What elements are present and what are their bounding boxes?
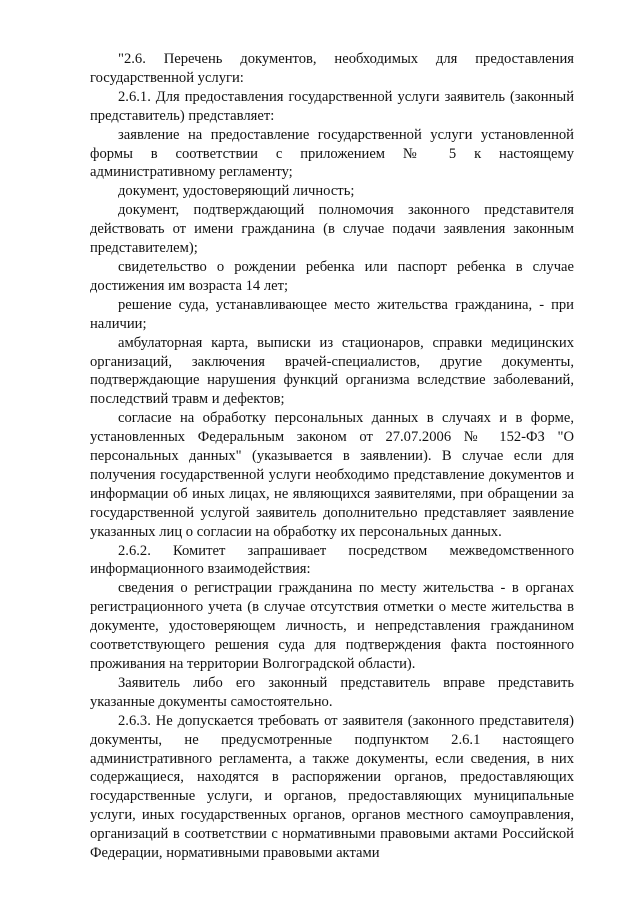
paragraph-2-6-1: 2.6.1. Для предоставления государственной услуги заявитель (законный представитель) представляет: xyxy=(90,88,574,124)
paragraph-2-6-heading: "2.6. Перечень документов, необходимых для предоставления государственной услуги: xyxy=(90,51,574,86)
paragraph-registration-info: сведения о регистрации гражданина по месту жительства - в органах регистрационного учета (в случае отсутствия отметки о месте жительства в документе, удостоверяющем личность, и непредставления гражданином соответствующего решения суда для подтверждения факта постоянного проживания на территории Волгоградской области). xyxy=(90,580,574,672)
paragraph-representative-authority: документ, подтверждающий полномочия законного представителя действовать от имени гражданина (в случае подачи заявления законным представителем); xyxy=(90,202,574,257)
paragraph-personal-data-consent: согласие на обработку персональных данных в случаях и в форме, установленных Федеральным законом от 27.07.2006 № 152-ФЗ "О персональных данных" (указывается в заявлении). В случае если для получения государственной услуги необходимо представление документов и информации об иных лицах, не являющихся заявителями, при обращении за государственной услугой заявитель дополнительно представляет заявление указанных лиц о согласии на обработку их персональных данных. xyxy=(90,410,574,540)
paragraph-birth-certificate: свидетельство о рождении ребенка или паспорт ребенка в случае достижения им возраста 14 лет; xyxy=(90,258,574,294)
paragraph-2-6-3: 2.6.3. Не допускается требовать от заявителя (законного представителя) документы, не предусмотренные подпунктом 2.6.1 настоящего административного регламента, а также документы, если сведения, в них содержащиеся, находятся в распоряжении органов, предоставляющих государственные услуги, и органов, предоставляющих муниципальные услуги, иных государственных органов, органов местного самоуправления, организаций в соответствии с нормативными правовыми актами Российской Федерации, нормативными правовыми актами xyxy=(90,712,574,862)
paragraph-2-6-2: 2.6.2. Комитет запрашивает посредством межведомственного информационного взаимодействия: xyxy=(90,542,574,578)
paragraph-identity-document: документ, удостоверяющий личность; xyxy=(118,183,355,200)
paragraph-application-form: заявление на предоставление государственной услуги установленной формы в соответствии с приложением № 5 к настоящему административному регламенту; xyxy=(90,126,574,181)
document-body xyxy=(90,50,574,863)
paragraph-medical-documents: амбулаторная карта, выписки из стационаров, справки медицинских организаций, заключения врачей-специалистов, другие документы, подтверждающие нарушения функций организма вследствие заболеваний, последствий травм и дефектов; xyxy=(90,334,574,408)
paragraph-self-submission: Заявитель либо его законный представитель вправе представить указанные документы самостоятельно. xyxy=(90,674,574,710)
paragraph-court-decision: решение суда, устанавливающее место жительства гражданина, - при наличии; xyxy=(90,296,574,332)
